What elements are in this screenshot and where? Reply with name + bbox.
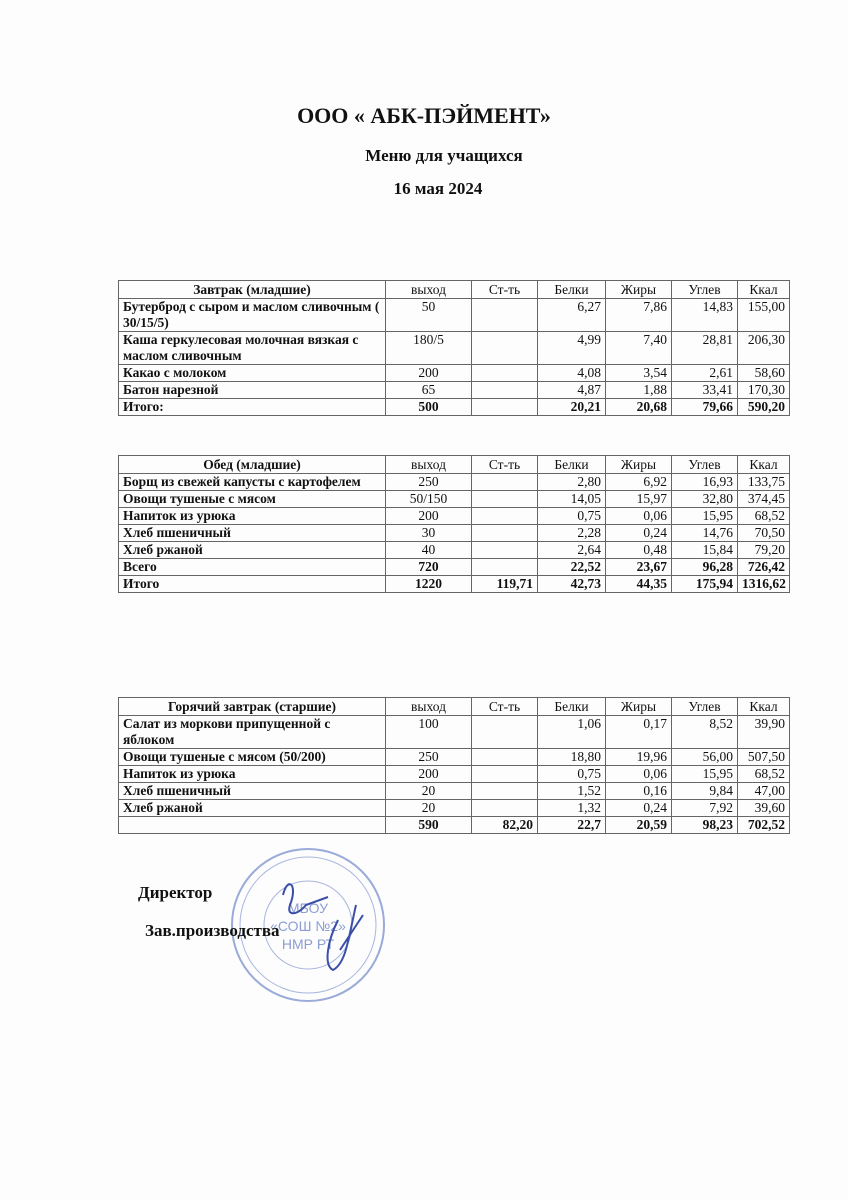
dish-carbs: 14,83: [672, 299, 738, 332]
dish-cost: [472, 382, 538, 399]
dish-cost: [472, 542, 538, 559]
dish-output: 200: [386, 766, 472, 783]
total-output: 1220: [386, 576, 472, 593]
col-output: выход: [386, 456, 472, 474]
col-output: выход: [386, 698, 472, 716]
dish-protein: 14,05: [538, 491, 606, 508]
dish-name: Хлеб ржаной: [119, 542, 386, 559]
table-header-row: [119, 698, 790, 716]
dish-output: 30: [386, 525, 472, 542]
dish-name: Какао с молоком: [119, 365, 386, 382]
total-carbs: 79,66: [672, 399, 738, 416]
hot-breakfast-senior-table: [118, 697, 790, 834]
dish-carbs: 33,41: [672, 382, 738, 399]
dish-fat: 7,40: [606, 332, 672, 365]
dish-cost: [472, 332, 538, 365]
dish-name: Хлеб пшеничный: [119, 783, 386, 800]
dish-carbs: 14,76: [672, 525, 738, 542]
dish-protein: 18,80: [538, 749, 606, 766]
total-kcal: 702,52: [738, 817, 790, 834]
col-cost: Ст-ть: [472, 698, 538, 716]
dish-output: 100: [386, 716, 472, 749]
dish-kcal: 39,60: [738, 800, 790, 817]
stamp-line-2: «СОШ №2»: [270, 918, 346, 934]
total-row: [119, 817, 790, 834]
dish-protein: 1,06: [538, 716, 606, 749]
dish-protein: 2,28: [538, 525, 606, 542]
dish-fat: 0,24: [606, 525, 672, 542]
dish-output: 200: [386, 508, 472, 525]
col-kcal: Ккал: [738, 698, 790, 716]
dish-name: Напиток из урюка: [119, 508, 386, 525]
dish-name: Овощи тушеные с мясом (50/200): [119, 749, 386, 766]
dish-fat: 3,54: [606, 365, 672, 382]
subtotal-row: [119, 559, 790, 576]
dish-carbs: 15,84: [672, 542, 738, 559]
dish-cost: [472, 800, 538, 817]
production-manager-label: Зав.производства: [145, 921, 280, 940]
dish-protein: 2,64: [538, 542, 606, 559]
table-row: [119, 525, 790, 542]
col-cost: Ст-ть: [472, 456, 538, 474]
dish-name: Хлеб пшеничный: [119, 525, 386, 542]
dish-name: Батон нарезной: [119, 382, 386, 399]
breakfast-junior-table: [118, 280, 790, 416]
dish-name: Напиток из урюка: [119, 766, 386, 783]
dish-fat: 15,97: [606, 491, 672, 508]
dish-kcal: 374,45: [738, 491, 790, 508]
table-row: [119, 508, 790, 525]
table-title: Обед (младшие): [119, 456, 386, 474]
dish-protein: 1,32: [538, 800, 606, 817]
total-fat: 20,59: [606, 817, 672, 834]
dish-output: 20: [386, 800, 472, 817]
table-title: Горячий завтрак (старшие): [119, 698, 386, 716]
total-carbs: 98,23: [672, 817, 738, 834]
dish-name: Хлеб ржаной: [119, 800, 386, 817]
table-row: [119, 766, 790, 783]
total-protein: 42,73: [538, 576, 606, 593]
total-label: Итого:: [119, 399, 386, 416]
dish-output: 250: [386, 474, 472, 491]
total-output: 720: [386, 559, 472, 576]
dish-kcal: 68,52: [738, 508, 790, 525]
dish-fat: 0,06: [606, 508, 672, 525]
dish-name: Каша геркулесовая молочная вязкая с маслом сливочным: [119, 332, 386, 365]
col-protein: Белки: [538, 456, 606, 474]
total-row: [119, 576, 790, 593]
dish-output: 200: [386, 365, 472, 382]
total-fat: 23,67: [606, 559, 672, 576]
col-cost: Ст-ть: [472, 281, 538, 299]
dish-cost: [472, 766, 538, 783]
table-header-row: [119, 456, 790, 474]
dish-output: 20: [386, 783, 472, 800]
dish-output: 50/150: [386, 491, 472, 508]
document-date: 16 мая 2024: [393, 179, 483, 198]
dish-cost: [472, 365, 538, 382]
col-protein: Белки: [538, 698, 606, 716]
dish-output: 65: [386, 382, 472, 399]
col-carbs: Углев: [672, 456, 738, 474]
table-row: [119, 299, 790, 332]
dish-cost: [472, 508, 538, 525]
total-cost: [472, 399, 538, 416]
total-output: 590: [386, 817, 472, 834]
dish-cost: [472, 749, 538, 766]
col-fat: Жиры: [606, 698, 672, 716]
col-fat: Жиры: [606, 281, 672, 299]
col-protein: Белки: [538, 281, 606, 299]
total-carbs: 175,94: [672, 576, 738, 593]
dish-protein: 6,27: [538, 299, 606, 332]
dish-kcal: 47,00: [738, 783, 790, 800]
dish-name: Борщ из свежей капусты с картофелем: [119, 474, 386, 491]
director-label: Директор: [138, 883, 213, 902]
table-row: [119, 542, 790, 559]
dish-fat: 0,17: [606, 716, 672, 749]
dish-carbs: 32,80: [672, 491, 738, 508]
total-protein: 22,52: [538, 559, 606, 576]
total-fat: 20,68: [606, 399, 672, 416]
dish-kcal: 206,30: [738, 332, 790, 365]
col-carbs: Углев: [672, 281, 738, 299]
dish-output: 250: [386, 749, 472, 766]
stamp-line-1: МБОУ: [287, 900, 329, 916]
dish-carbs: 9,84: [672, 783, 738, 800]
table-row: [119, 332, 790, 365]
dish-carbs: 8,52: [672, 716, 738, 749]
dish-carbs: 28,81: [672, 332, 738, 365]
stamp-line-3: НМР РТ: [281, 936, 335, 952]
dish-kcal: 79,20: [738, 542, 790, 559]
table-row: [119, 474, 790, 491]
dish-carbs: 16,93: [672, 474, 738, 491]
col-kcal: Ккал: [738, 456, 790, 474]
dish-carbs: 15,95: [672, 508, 738, 525]
dish-protein: 2,80: [538, 474, 606, 491]
dish-output: 50: [386, 299, 472, 332]
total-kcal: 590,20: [738, 399, 790, 416]
dish-protein: 1,52: [538, 783, 606, 800]
total-protein: 20,21: [538, 399, 606, 416]
dish-fat: 19,96: [606, 749, 672, 766]
dish-cost: [472, 783, 538, 800]
dish-name: Салат из моркови припущенной с яблоком: [119, 716, 386, 749]
total-cost: [472, 559, 538, 576]
table-row: [119, 783, 790, 800]
dish-cost: [472, 525, 538, 542]
total-carbs: 96,28: [672, 559, 738, 576]
table-row: [119, 800, 790, 817]
table-row: [119, 491, 790, 508]
dish-name: Бутерброд с сыром и маслом сливочным ( 30/15/5): [119, 299, 386, 332]
dish-carbs: 7,92: [672, 800, 738, 817]
dish-protein: 0,75: [538, 508, 606, 525]
col-kcal: Ккал: [738, 281, 790, 299]
dish-cost: [472, 474, 538, 491]
dish-cost: [472, 299, 538, 332]
table-row: [119, 365, 790, 382]
document-subtitle: Меню для учащихся: [365, 146, 523, 165]
dish-carbs: 2,61: [672, 365, 738, 382]
dish-fat: 6,92: [606, 474, 672, 491]
total-label: Всего: [119, 559, 386, 576]
dish-kcal: 58,60: [738, 365, 790, 382]
dish-cost: [472, 491, 538, 508]
dish-output: 40: [386, 542, 472, 559]
dish-protein: 4,87: [538, 382, 606, 399]
total-label: Итого: [119, 576, 386, 593]
table-row: [119, 382, 790, 399]
total-row: [119, 399, 790, 416]
dish-kcal: 133,75: [738, 474, 790, 491]
col-carbs: Углев: [672, 698, 738, 716]
col-fat: Жиры: [606, 456, 672, 474]
dish-kcal: 70,50: [738, 525, 790, 542]
dish-protein: 4,99: [538, 332, 606, 365]
table-title: Завтрак (младшие): [119, 281, 386, 299]
dish-fat: 0,24: [606, 800, 672, 817]
dish-carbs: 15,95: [672, 766, 738, 783]
dish-fat: 0,16: [606, 783, 672, 800]
table-header-row: [119, 281, 790, 299]
dish-carbs: 56,00: [672, 749, 738, 766]
lunch-junior-table: [118, 455, 790, 593]
dish-name: Овощи тушеные с мясом: [119, 491, 386, 508]
total-label: [119, 817, 386, 834]
total-cost: 82,20: [472, 817, 538, 834]
dish-fat: 1,88: [606, 382, 672, 399]
dish-fat: 7,86: [606, 299, 672, 332]
dish-output: 180/5: [386, 332, 472, 365]
col-output: выход: [386, 281, 472, 299]
dish-kcal: 155,00: [738, 299, 790, 332]
table-row: [119, 716, 790, 749]
dish-kcal: 507,50: [738, 749, 790, 766]
dish-protein: 0,75: [538, 766, 606, 783]
organization-title: ООО « АБК-ПЭЙМЕНТ»: [297, 103, 551, 128]
total-kcal: 726,42: [738, 559, 790, 576]
total-fat: 44,35: [606, 576, 672, 593]
dish-fat: 0,48: [606, 542, 672, 559]
dish-kcal: 68,52: [738, 766, 790, 783]
total-output: 500: [386, 399, 472, 416]
total-cost: 119,71: [472, 576, 538, 593]
total-protein: 22,7: [538, 817, 606, 834]
dish-protein: 4,08: [538, 365, 606, 382]
table-row: [119, 749, 790, 766]
dish-kcal: 39,90: [738, 716, 790, 749]
dish-cost: [472, 716, 538, 749]
total-kcal: 1316,62: [738, 576, 790, 593]
dish-fat: 0,06: [606, 766, 672, 783]
dish-kcal: 170,30: [738, 382, 790, 399]
